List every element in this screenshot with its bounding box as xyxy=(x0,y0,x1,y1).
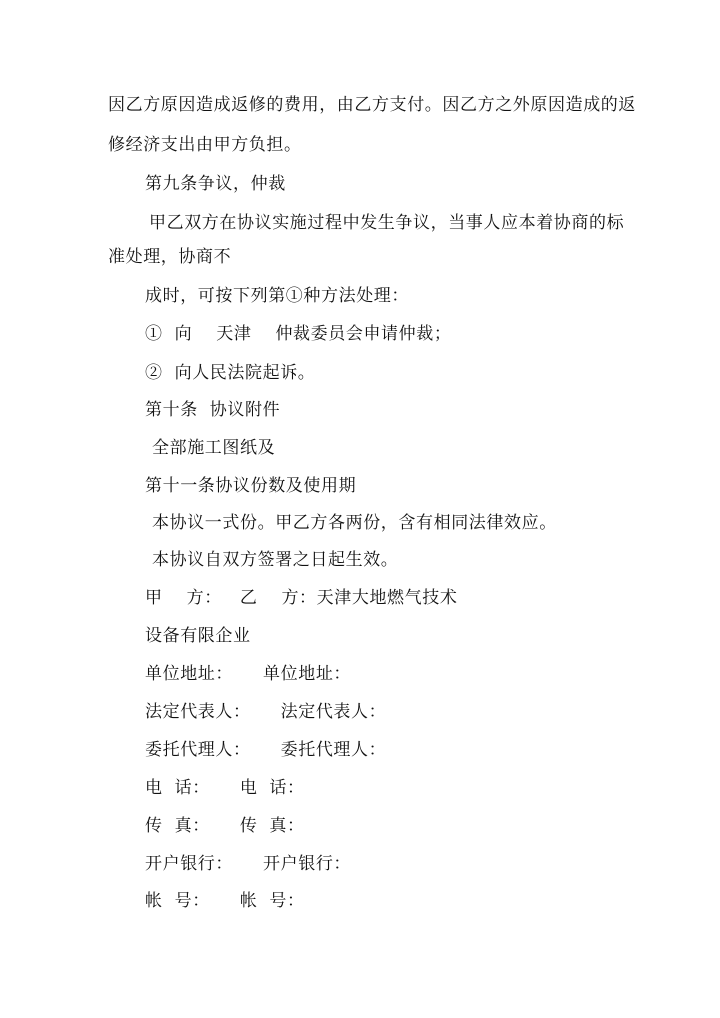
paragraph-line: 准处理，协商不 xyxy=(108,247,232,267)
list-item-court: ② 向人民法院起诉。 xyxy=(145,363,316,383)
list-item-arbitration: ① 向 天津 仲裁委员会申请仲裁； xyxy=(145,324,452,344)
paragraph-line: 全部施工图纸及 xyxy=(152,438,276,458)
signature-party-line: 设备有限企业 xyxy=(145,626,251,646)
signature-field-account: 帐 号： 帐 号： xyxy=(145,891,305,911)
paragraph-line: 修经济支出由甲方负担。 xyxy=(108,135,302,155)
paragraph-line: 本协议自双方签署之日起生效。 xyxy=(152,550,399,570)
signature-field-fax: 传 真： 传 真： xyxy=(145,816,305,836)
signature-field-bank: 开户银行： 开户银行： xyxy=(145,854,352,874)
section-heading-article-11: 第十一条协议份数及使用期 xyxy=(145,476,357,496)
signature-field-legal-rep: 法定代表人： 法定代表人： xyxy=(145,702,387,722)
paragraph-line: 本协议一式份。甲乙方各两份，含有相同法律效应。 xyxy=(152,513,557,533)
signature-field-phone: 电 话： 电 话： xyxy=(145,778,305,798)
section-heading-article-10: 第十条 协议附件 xyxy=(145,400,281,420)
signature-party-line: 甲 方： 乙 方：天津大地燃气技术 xyxy=(145,588,458,608)
signature-field-agent: 委托代理人： 委托代理人： xyxy=(145,740,387,760)
paragraph-line: 成时，可按下列第①种方法处理： xyxy=(145,286,409,306)
paragraph-line: 因乙方原因造成返修的费用，由乙方支付。因乙方之外原因造成的返 xyxy=(108,95,636,115)
section-heading-article-9: 第九条争议，仲裁 xyxy=(145,174,286,194)
signature-field-address: 单位地址： 单位地址： xyxy=(145,664,352,684)
paragraph-line: 甲乙双方在协议实施过程中发生争议，当事人应本着协商的标 xyxy=(149,213,625,233)
